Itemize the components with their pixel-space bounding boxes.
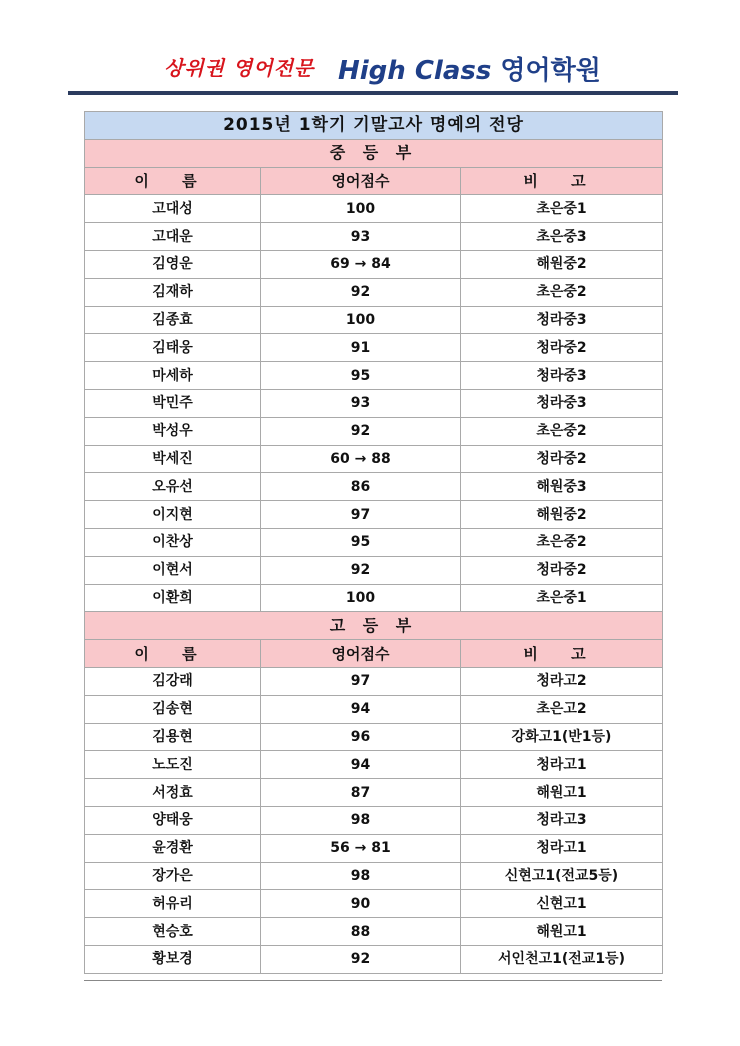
table-row [85, 389, 663, 417]
student-note: 청라고1 [461, 834, 663, 862]
student-score: 87 [261, 779, 461, 807]
student-score: 98 [261, 806, 461, 834]
brand-korean: 영어학원 [500, 56, 601, 86]
student-score: 90 [261, 890, 461, 918]
student-name: 이현서 [85, 556, 261, 584]
student-note: 초은중1 [461, 584, 663, 612]
student-score: 100 [261, 306, 461, 334]
student-note: 초은중2 [461, 528, 663, 556]
bottom-rule [84, 980, 662, 981]
table-row [85, 806, 663, 834]
table-row [85, 945, 663, 973]
section-middle-school: 중 등 부 [85, 139, 663, 167]
student-name: 양태웅 [85, 806, 261, 834]
table-row [85, 584, 663, 612]
student-note: 해원고1 [461, 779, 663, 807]
student-score: 91 [261, 334, 461, 362]
column-header-note: 비 고 [461, 167, 663, 195]
column-header-note: 비 고 [461, 640, 663, 668]
table-row [85, 695, 663, 723]
student-score: 94 [261, 751, 461, 779]
student-note: 초은중2 [461, 278, 663, 306]
student-name: 윤경환 [85, 834, 261, 862]
honor-roll-table [84, 111, 663, 974]
student-note: 초은중1 [461, 195, 663, 223]
student-score: 69 → 84 [261, 250, 461, 278]
student-score: 92 [261, 417, 461, 445]
student-note: 해원고1 [461, 918, 663, 946]
student-note: 해원중2 [461, 250, 663, 278]
table-row [85, 195, 663, 223]
student-name: 고대성 [85, 195, 261, 223]
student-note: 초은고2 [461, 695, 663, 723]
student-score: 97 [261, 667, 461, 695]
student-score: 92 [261, 556, 461, 584]
student-name: 김영운 [85, 250, 261, 278]
student-score: 94 [261, 695, 461, 723]
student-note: 신현고1(전교5등) [461, 862, 663, 890]
header-divider [68, 91, 678, 95]
student-note: 청라중2 [461, 556, 663, 584]
student-name: 황보경 [85, 945, 261, 973]
slogan-text: 상위권 영어전문 [164, 56, 315, 80]
student-note: 청라중2 [461, 334, 663, 362]
table-row [85, 362, 663, 390]
student-note: 청라고3 [461, 806, 663, 834]
table-row [85, 528, 663, 556]
column-header-name: 이 름 [85, 640, 261, 668]
student-name: 현승호 [85, 918, 261, 946]
student-note: 청라고1 [461, 751, 663, 779]
student-note: 청라중3 [461, 389, 663, 417]
student-score: 100 [261, 195, 461, 223]
table-row [85, 779, 663, 807]
table-row [85, 834, 663, 862]
section-high-school: 고 등 부 [85, 612, 663, 640]
student-note: 해원중2 [461, 501, 663, 529]
student-name: 박민주 [85, 389, 261, 417]
table-row [85, 918, 663, 946]
student-name: 김재하 [85, 278, 261, 306]
student-name: 허유리 [85, 890, 261, 918]
brand-english: High Class [338, 56, 492, 86]
student-note: 청라중2 [461, 445, 663, 473]
student-name: 노도진 [85, 751, 261, 779]
student-name: 이환희 [85, 584, 261, 612]
academy-brand [338, 50, 601, 87]
table-row [85, 306, 663, 334]
student-score: 96 [261, 723, 461, 751]
student-score: 92 [261, 278, 461, 306]
student-score: 60 → 88 [261, 445, 461, 473]
table-row [85, 556, 663, 584]
student-name: 박세진 [85, 445, 261, 473]
student-name: 김강래 [85, 667, 261, 695]
student-score: 93 [261, 223, 461, 251]
student-name: 김태웅 [85, 334, 261, 362]
student-name: 이지현 [85, 501, 261, 529]
student-score: 97 [261, 501, 461, 529]
student-note: 청라고2 [461, 667, 663, 695]
student-name: 장가은 [85, 862, 261, 890]
column-header-name: 이 름 [85, 167, 261, 195]
student-score: 93 [261, 389, 461, 417]
student-score: 92 [261, 945, 461, 973]
table-row [85, 473, 663, 501]
table-row [85, 862, 663, 890]
student-score: 86 [261, 473, 461, 501]
student-name: 김용현 [85, 723, 261, 751]
student-note: 강화고1(반1등) [461, 723, 663, 751]
student-score: 95 [261, 528, 461, 556]
student-note: 서인천고1(전교1등) [461, 945, 663, 973]
student-score: 98 [261, 862, 461, 890]
student-name: 김송현 [85, 695, 261, 723]
student-name: 서정효 [85, 779, 261, 807]
table-row [85, 250, 663, 278]
column-header-score: 영어점수 [261, 167, 461, 195]
table-row [85, 445, 663, 473]
table-row [85, 278, 663, 306]
page-header [84, 50, 676, 88]
column-header-score: 영어점수 [261, 640, 461, 668]
student-note: 청라중3 [461, 306, 663, 334]
table-row [85, 751, 663, 779]
student-note: 청라중3 [461, 362, 663, 390]
student-name: 고대운 [85, 223, 261, 251]
student-name: 이찬상 [85, 528, 261, 556]
student-score: 88 [261, 918, 461, 946]
table-row [85, 723, 663, 751]
student-name: 오유선 [85, 473, 261, 501]
student-name: 마세하 [85, 362, 261, 390]
student-note: 초은중2 [461, 417, 663, 445]
student-note: 신현고1 [461, 890, 663, 918]
student-score: 95 [261, 362, 461, 390]
student-note: 초은중3 [461, 223, 663, 251]
table-row [85, 223, 663, 251]
table-row [85, 890, 663, 918]
student-name: 박성우 [85, 417, 261, 445]
table-row [85, 501, 663, 529]
student-name: 김종효 [85, 306, 261, 334]
table-row [85, 667, 663, 695]
table-title: 2015년 1학기 기말고사 명예의 전당 [85, 112, 663, 140]
table-row [85, 417, 663, 445]
table-row [85, 334, 663, 362]
student-score: 100 [261, 584, 461, 612]
student-score: 56 → 81 [261, 834, 461, 862]
student-note: 해원중3 [461, 473, 663, 501]
